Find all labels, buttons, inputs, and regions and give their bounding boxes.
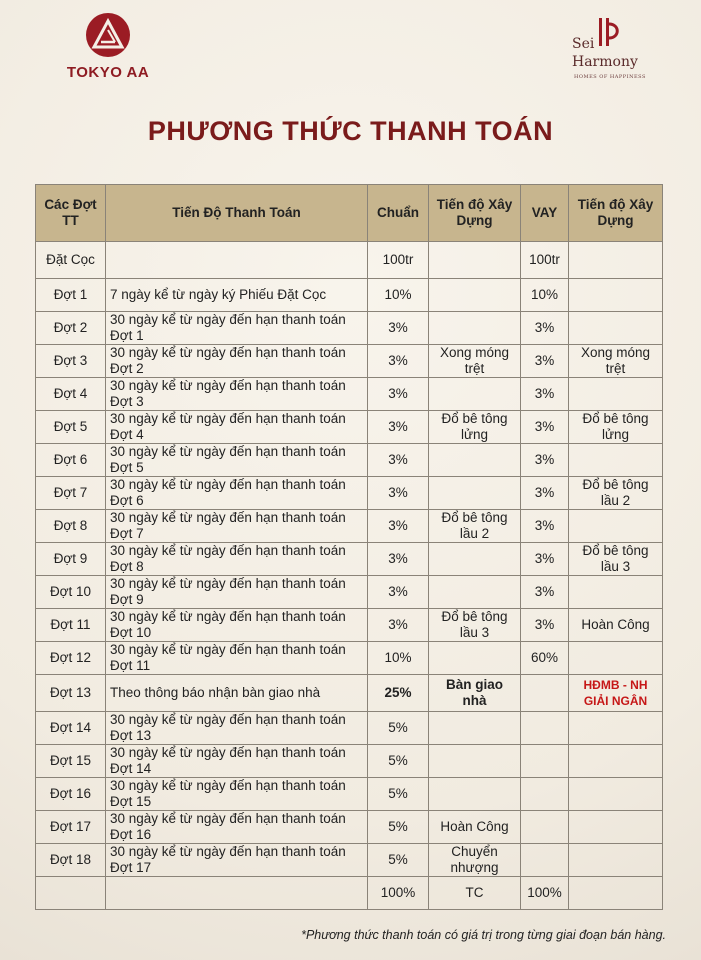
row-standard-cell: 5%	[368, 811, 429, 844]
row-progress-cell	[429, 444, 521, 477]
row-installment-cell: Đợt 4	[36, 378, 106, 411]
row-standard-cell: 3%	[368, 444, 429, 477]
row-progress-loan-cell	[569, 844, 663, 877]
row-loan-cell: 100tr	[521, 242, 569, 279]
table-row	[36, 444, 663, 477]
row-loan-cell	[521, 844, 569, 877]
row-progress-loan-cell	[569, 279, 663, 312]
row-progress-cell	[429, 543, 521, 576]
row-loan-cell: 3%	[521, 543, 569, 576]
header-installment: Các Đợt TT	[36, 185, 106, 242]
row-schedule-cell: 30 ngày kể từ ngày đến hạn thanh toán Đợt 4	[106, 411, 368, 444]
row-progress-loan-cell: HĐMB - NH GIẢI NGÂN	[569, 675, 663, 712]
row-progress-cell	[429, 642, 521, 675]
row-schedule-cell: 30 ngày kể từ ngày đến hạn thanh toán Đợt 3	[106, 378, 368, 411]
row-installment-cell: Đợt 3	[36, 345, 106, 378]
row-loan-cell	[521, 745, 569, 778]
row-installment-cell: Đợt 7	[36, 477, 106, 510]
row-installment-cell: Đặt Cọc	[36, 242, 106, 279]
row-loan-cell: 3%	[521, 444, 569, 477]
table-row	[36, 510, 663, 543]
row-progress-cell: Đổ bê tông lửng	[429, 411, 521, 444]
page-title: PHƯƠNG THỨC THANH TOÁN	[147, 116, 554, 146]
row-progress-cell	[429, 712, 521, 745]
table-row	[36, 378, 663, 411]
row-loan-cell: 60%	[521, 642, 569, 675]
table-row	[36, 312, 663, 345]
row-loan-cell: 100%	[521, 877, 569, 910]
row-installment-cell	[36, 877, 106, 910]
row-progress-cell: Đổ bê tông lầu 3	[429, 609, 521, 642]
row-installment-cell: Đợt 5	[36, 411, 106, 444]
row-progress-loan-cell	[569, 576, 663, 609]
row-standard-cell: 25%	[368, 675, 429, 712]
row-progress-loan-cell: Đổ bê tông lầu 2	[569, 477, 663, 510]
row-progress-cell: TC	[429, 877, 521, 910]
row-schedule-cell: 30 ngày kể từ ngày đến hạn thanh toán Đợt 5	[106, 444, 368, 477]
table-row	[36, 543, 663, 576]
row-loan-cell: 10%	[521, 279, 569, 312]
row-standard-cell: 10%	[368, 642, 429, 675]
row-loan-cell: 3%	[521, 576, 569, 609]
table-row	[36, 411, 663, 444]
row-loan-cell	[521, 811, 569, 844]
row-loan-cell: 3%	[521, 609, 569, 642]
row-progress-loan-cell: Hoàn Công	[569, 609, 663, 642]
row-standard-cell: 3%	[368, 609, 429, 642]
row-loan-cell: 3%	[521, 510, 569, 543]
row-installment-cell: Đợt 8	[36, 510, 106, 543]
row-standard-cell: 3%	[368, 576, 429, 609]
row-progress-loan-cell	[569, 778, 663, 811]
row-schedule-cell: 30 ngày kể từ ngày đến hạn thanh toán Đợt 17	[106, 844, 368, 877]
row-progress-cell	[429, 477, 521, 510]
row-installment-cell: Đợt 1	[36, 279, 106, 312]
harmony-wordmark: Harmony	[572, 54, 638, 70]
row-progress-cell	[429, 576, 521, 609]
row-loan-cell: 3%	[521, 378, 569, 411]
table-row	[36, 877, 663, 910]
table-row	[36, 778, 663, 811]
row-progress-cell	[429, 312, 521, 345]
table-row	[36, 576, 663, 609]
row-installment-cell: Đợt 16	[36, 778, 106, 811]
row-installment-cell: Đợt 2	[36, 312, 106, 345]
row-installment-cell: Đợt 13	[36, 675, 106, 712]
table-row	[36, 345, 663, 378]
row-loan-cell	[521, 778, 569, 811]
row-standard-cell: 5%	[368, 844, 429, 877]
header-loan: VAY	[521, 185, 569, 242]
row-installment-cell: Đợt 14	[36, 712, 106, 745]
row-schedule-cell: 30 ngày kể từ ngày đến hạn thanh toán Đợt 14	[106, 745, 368, 778]
header-payment-schedule: Tiến Độ Thanh Toán	[106, 185, 368, 242]
row-loan-cell	[521, 712, 569, 745]
row-progress-cell	[429, 279, 521, 312]
row-progress-cell	[429, 778, 521, 811]
table-row	[36, 279, 663, 312]
row-schedule-cell: 7 ngày kể từ ngày ký Phiếu Đặt Cọc	[106, 279, 368, 312]
row-standard-cell: 10%	[368, 279, 429, 312]
harmony-tagline: HOMES OF HAPPINESS	[574, 74, 646, 80]
row-standard-cell: 3%	[368, 378, 429, 411]
table-header-row	[36, 185, 663, 242]
header-construction-progress: Tiến độ Xây Dựng	[429, 185, 521, 242]
row-installment-cell: Đợt 11	[36, 609, 106, 642]
row-schedule-cell: 30 ngày kể từ ngày đến hạn thanh toán Đợt 15	[106, 778, 368, 811]
table-row	[36, 675, 663, 712]
sei-harmony-emblem-icon	[596, 16, 624, 48]
row-schedule-cell: 30 ngày kể từ ngày đến hạn thanh toán Đợt 13	[106, 712, 368, 745]
sei-wordmark: Sei	[572, 36, 595, 52]
row-standard-cell: 3%	[368, 312, 429, 345]
row-progress-cell: Hoàn Công	[429, 811, 521, 844]
row-progress-loan-cell: Đổ bê tông lầu 3	[569, 543, 663, 576]
row-schedule-cell: 30 ngày kể từ ngày đến hạn thanh toán Đợt 1	[106, 312, 368, 345]
row-progress-loan-cell	[569, 811, 663, 844]
row-loan-cell	[521, 675, 569, 712]
row-progress-loan-cell	[569, 642, 663, 675]
row-installment-cell: Đợt 15	[36, 745, 106, 778]
row-progress-loan-cell: Xong móng trệt	[569, 345, 663, 378]
row-schedule-cell: Theo thông báo nhận bàn giao nhà	[106, 675, 368, 712]
table-row	[36, 477, 663, 510]
row-standard-cell: 5%	[368, 778, 429, 811]
row-installment-cell: Đợt 18	[36, 844, 106, 877]
header-construction-progress-loan: Tiến độ Xây Dựng	[569, 185, 663, 242]
row-progress-loan-cell	[569, 444, 663, 477]
row-loan-cell: 3%	[521, 312, 569, 345]
row-installment-cell: Đợt 12	[36, 642, 106, 675]
footnote: *Phương thức thanh toán có giá trị trong từng giai đoạn bán hàng.	[301, 928, 666, 942]
tokyo-aa-logo	[62, 12, 154, 81]
row-standard-cell: 3%	[368, 543, 429, 576]
row-schedule-cell	[106, 877, 368, 910]
row-standard-cell: 100%	[368, 877, 429, 910]
row-progress-loan-cell	[569, 712, 663, 745]
table-row	[36, 811, 663, 844]
row-progress-cell: Bàn giao nhà	[429, 675, 521, 712]
table-row	[36, 745, 663, 778]
table-row	[36, 242, 663, 279]
row-standard-cell: 5%	[368, 745, 429, 778]
row-schedule-cell: 30 ngày kể từ ngày đến hạn thanh toán Đợt 16	[106, 811, 368, 844]
row-progress-cell: Đổ bê tông lầu 2	[429, 510, 521, 543]
row-standard-cell: 100tr	[368, 242, 429, 279]
row-installment-cell: Đợt 17	[36, 811, 106, 844]
row-installment-cell: Đợt 6	[36, 444, 106, 477]
row-schedule-cell: 30 ngày kể từ ngày đến hạn thanh toán Đợt 10	[106, 609, 368, 642]
row-progress-loan-cell	[569, 242, 663, 279]
row-standard-cell: 3%	[368, 345, 429, 378]
table-row	[36, 642, 663, 675]
row-loan-cell: 3%	[521, 477, 569, 510]
row-standard-cell: 5%	[368, 712, 429, 745]
row-schedule-cell: 30 ngày kể từ ngày đến hạn thanh toán Đợt 9	[106, 576, 368, 609]
row-progress-cell: Xong móng trệt	[429, 345, 521, 378]
row-progress-loan-cell: Đổ bê tông lửng	[569, 411, 663, 444]
row-progress-loan-cell	[569, 378, 663, 411]
table-row	[36, 844, 663, 877]
row-progress-loan-cell	[569, 877, 663, 910]
row-progress-loan-cell	[569, 510, 663, 543]
row-loan-cell: 3%	[521, 411, 569, 444]
header-standard: Chuẩn	[368, 185, 429, 242]
table-row	[36, 609, 663, 642]
row-progress-cell	[429, 745, 521, 778]
tokyo-aa-emblem-icon	[85, 12, 131, 58]
row-progress-cell	[429, 378, 521, 411]
row-standard-cell: 3%	[368, 477, 429, 510]
row-schedule-cell: 30 ngày kể từ ngày đến hạn thanh toán Đợt 6	[106, 477, 368, 510]
row-schedule-cell: 30 ngày kể từ ngày đến hạn thanh toán Đợt 8	[106, 543, 368, 576]
row-schedule-cell	[106, 242, 368, 279]
row-installment-cell: Đợt 9	[36, 543, 106, 576]
row-loan-cell: 3%	[521, 345, 569, 378]
row-progress-cell: Chuyển nhượng	[429, 844, 521, 877]
table-row	[36, 712, 663, 745]
row-progress-cell	[429, 242, 521, 279]
row-installment-cell: Đợt 10	[36, 576, 106, 609]
row-progress-loan-cell	[569, 745, 663, 778]
row-schedule-cell: 30 ngày kể từ ngày đến hạn thanh toán Đợt 7	[106, 510, 368, 543]
row-schedule-cell: 30 ngày kể từ ngày đến hạn thanh toán Đợt 2	[106, 345, 368, 378]
row-progress-loan-cell	[569, 312, 663, 345]
tokyo-aa-wordmark: TOKYO AA	[66, 64, 150, 81]
payment-schedule-table	[35, 184, 663, 910]
row-standard-cell: 3%	[368, 411, 429, 444]
row-standard-cell: 3%	[368, 510, 429, 543]
row-schedule-cell: 30 ngày kể từ ngày đến hạn thanh toán Đợt 11	[106, 642, 368, 675]
